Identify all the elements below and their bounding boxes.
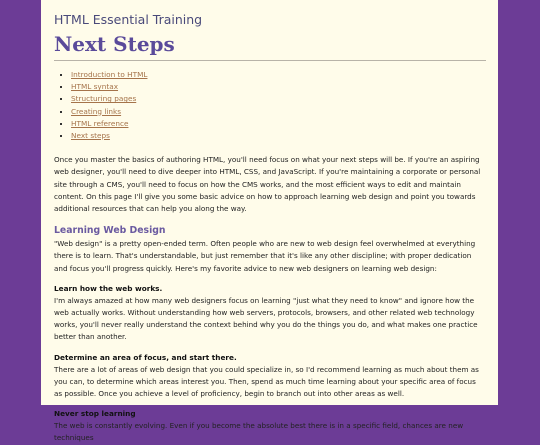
toc-link-creating-links[interactable]: Creating links <box>71 106 122 116</box>
site-title: HTML Essential Training <box>54 12 203 27</box>
toc-link-html-syntax[interactable]: HTML syntax <box>71 82 119 92</box>
toc-link-html-reference[interactable]: HTML reference <box>71 118 129 128</box>
toc-link-introduction[interactable]: Introduction to HTML <box>71 70 148 79</box>
tip-heading-never-stop-learning: Never stop learning <box>54 409 136 419</box>
page-content <box>41 0 498 443</box>
toc-item <box>71 130 486 142</box>
toc-link-structuring-pages[interactable]: Structuring pages <box>71 94 137 104</box>
section-heading-learning-web-design: Learning Web Design <box>54 225 166 237</box>
toc-item <box>71 81 486 93</box>
toc-item <box>71 118 486 130</box>
toc-link-next-steps[interactable]: Next steps <box>71 131 110 141</box>
tip-heading-learn-how-web-works: Learn how the web works. <box>54 283 163 293</box>
table-of-contents <box>54 69 486 142</box>
tip-paragraph-area-of-focus: There are a lot of areas of web design that you could specialize in, so I'd recommend learning as much about them as you can, to determine which areas interest you. Then, spend as much time learning about your specific area of focus as possible. Once you achieve a level of proficiency, begin to branch out into other areas as well. <box>54 364 479 399</box>
intro-paragraph: Once you master the basics of authoring HTML, you'll need focus on what your next steps will be. If you're an aspiring web designer, you'll need to dive deeper into HTML, CSS, and JavaScript. If you're maintaining a corporate or personal site through a CMS, you'll need to focus on how the CMS works, and the most efficient ways to edit and maintain content. On this page I'll give you some basic advice on how to approach learning web design and point you towards additional resources that can help you along the way. <box>54 155 481 214</box>
toc-item <box>71 93 486 105</box>
tip-paragraph-learn-how-web-works: I'm always amazed at how many web designers focus on learning "just what they need to know" and ignore how the web actually works. Without understanding how web servers, protocols, browsers, and other related web technology works, you'll never really understand the context behind why you do the things you do, and what makes one practice better than another. <box>54 295 478 342</box>
page-title: Next Steps <box>54 31 486 61</box>
learning-intro-paragraph: "Web design" is a pretty open-ended term. Often people who are new to web design feel overwhelmed at everything there is to learn. That's understandable, but just remember that it's like any other discipline; with proper dedication and focus you'll progress quickly. Here's my favorite advice to new web designers on learning web design: <box>54 239 476 273</box>
toc-item <box>71 69 486 81</box>
tip-heading-area-of-focus: Determine an area of focus, and start there. <box>54 352 237 362</box>
toc-item <box>71 106 486 118</box>
tip-paragraph-never-stop-learning: The web is constantly evolving. Even if you become the absolute best there is in a specific field, chances are new techniques <box>54 421 464 443</box>
